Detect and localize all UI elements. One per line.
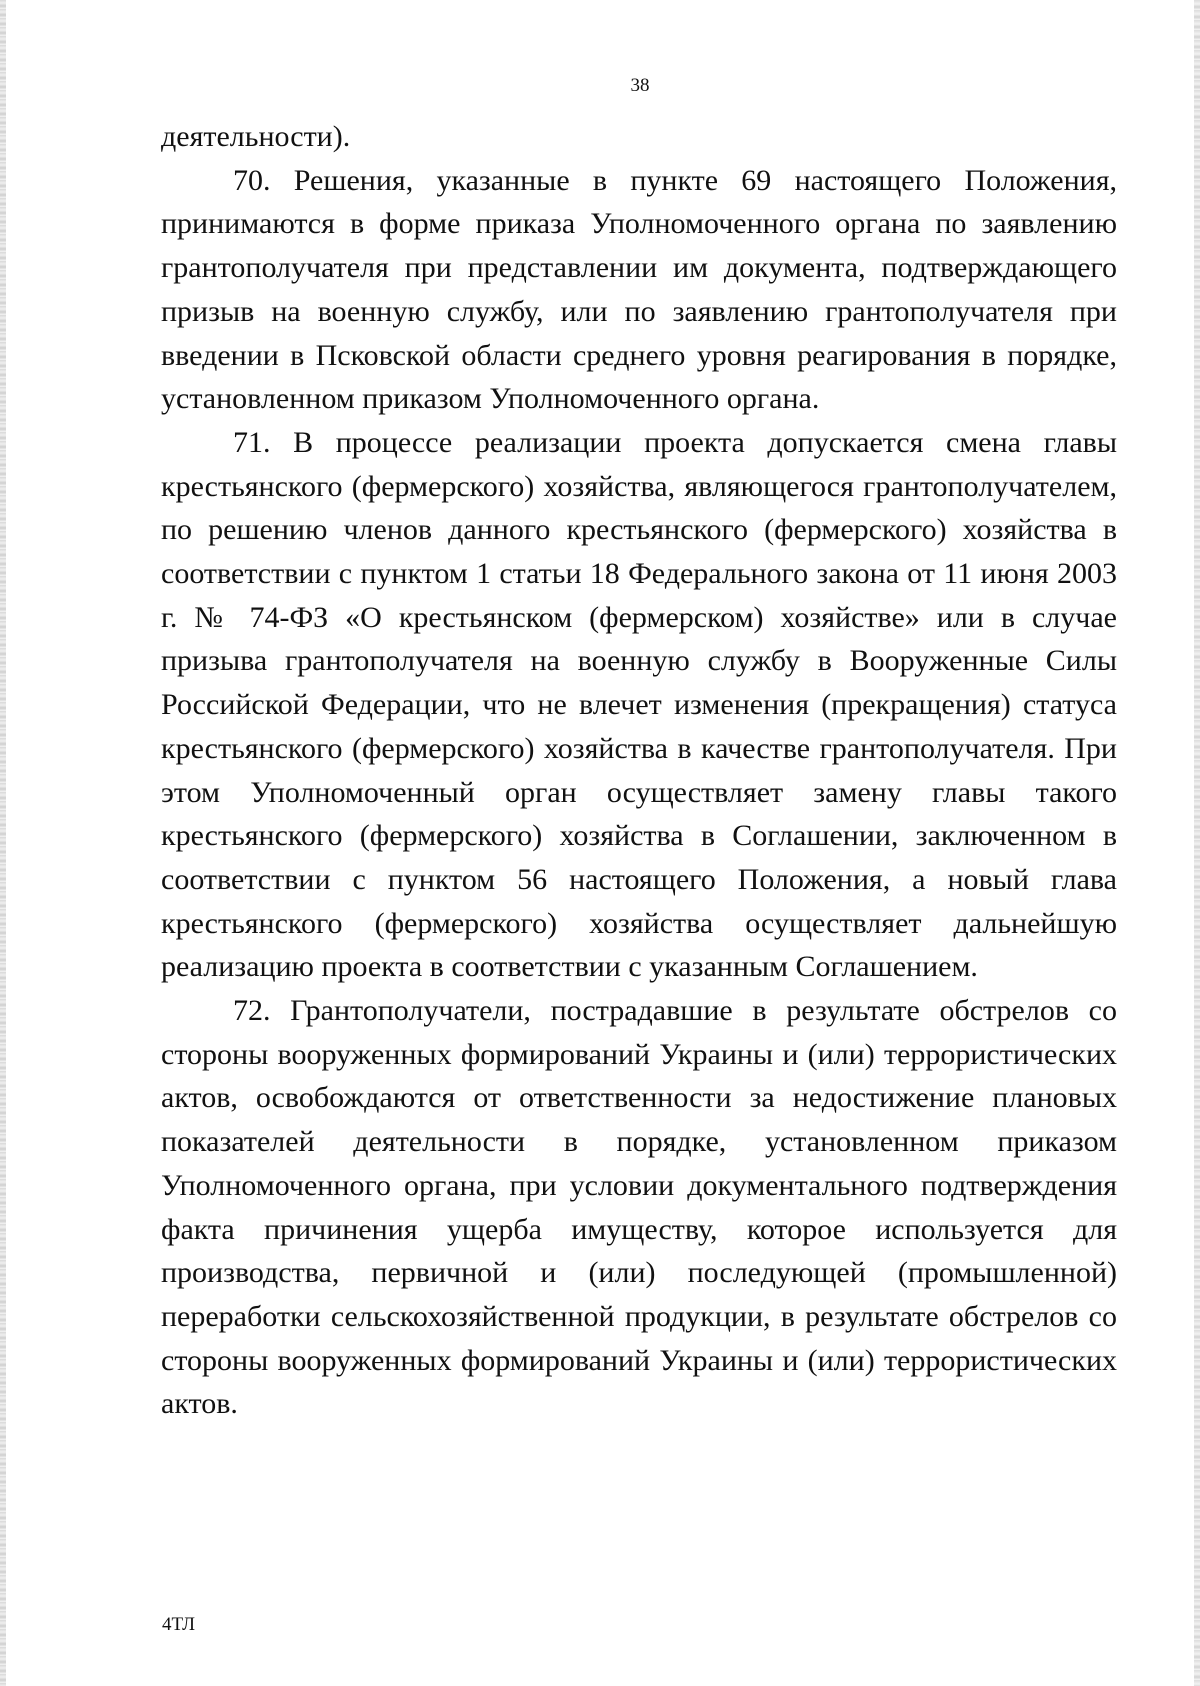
paragraph-70: 70. Решения, указанные в пункте 69 настоящего Положения, принимаются в форме приказа Уполномоченного органа по заявлению грантополучателя при представлении им документа, подтверждающего призыв на военную службу, или по заявлению грантополучателя при введении в Псковской области среднего уровня реагирования в порядке, установленном приказом Уполномоченного органа. <box>161 163 1117 416</box>
document-body <box>161 115 1117 1426</box>
scan-edge-left <box>0 0 6 1686</box>
paragraph-72: 72. Грантополучатели, пострадавшие в результате обстрелов со стороны вооруженных формирований Украины и (или) террористических актов, освобождаются от ответственности за недостижение плановых показателей деятельности в порядке, установленном приказом Уполномоченного органа, при условии документального подтверждения факта причинения ущерба имуществу, которое используется для производства, первичной и (или) последующей (промышленной) переработки сельскохозяйственной продукции, в результате обстрелов со стороны вооруженных формирований Украины и (или) террористических актов. <box>161 994 1117 1421</box>
paragraph-continuation: деятельности). <box>161 120 351 153</box>
paragraph-71: 71. В процессе реализации проекта допускается смена главы крестьянского (фермерского) хозяйства, являющегося грантополучателем, по решению членов данного крестьянского (фермерского) хозяйства в соответствии с пунктом 1 статьи 18 Федерального закона от 11 июня 2003 г. № 74-ФЗ «О крестьянском (фермерском) хозяйстве» или в случае призыва грантополучателя на военную службу в Вооруженные Силы Российской Федерации, что не влечет изменения (прекращения) статуса крестьянского (фермерского) хозяйства в качестве грантополучателя. При этом Уполномоченный орган осуществляет замену главы такого крестьянского (фермерского) хозяйства в Соглашении, заключенном в соответствии с пунктом 56 настоящего Положения, а новый глава крестьянского (фермерского) хозяйства осуществляет дальнейшую реализацию проекта в соответствии с указанным Соглашением. <box>161 425 1117 984</box>
scan-edge-right <box>1194 0 1200 1686</box>
footer-code: 4ТЛ <box>162 1614 196 1635</box>
page-number: 38 <box>630 75 650 96</box>
